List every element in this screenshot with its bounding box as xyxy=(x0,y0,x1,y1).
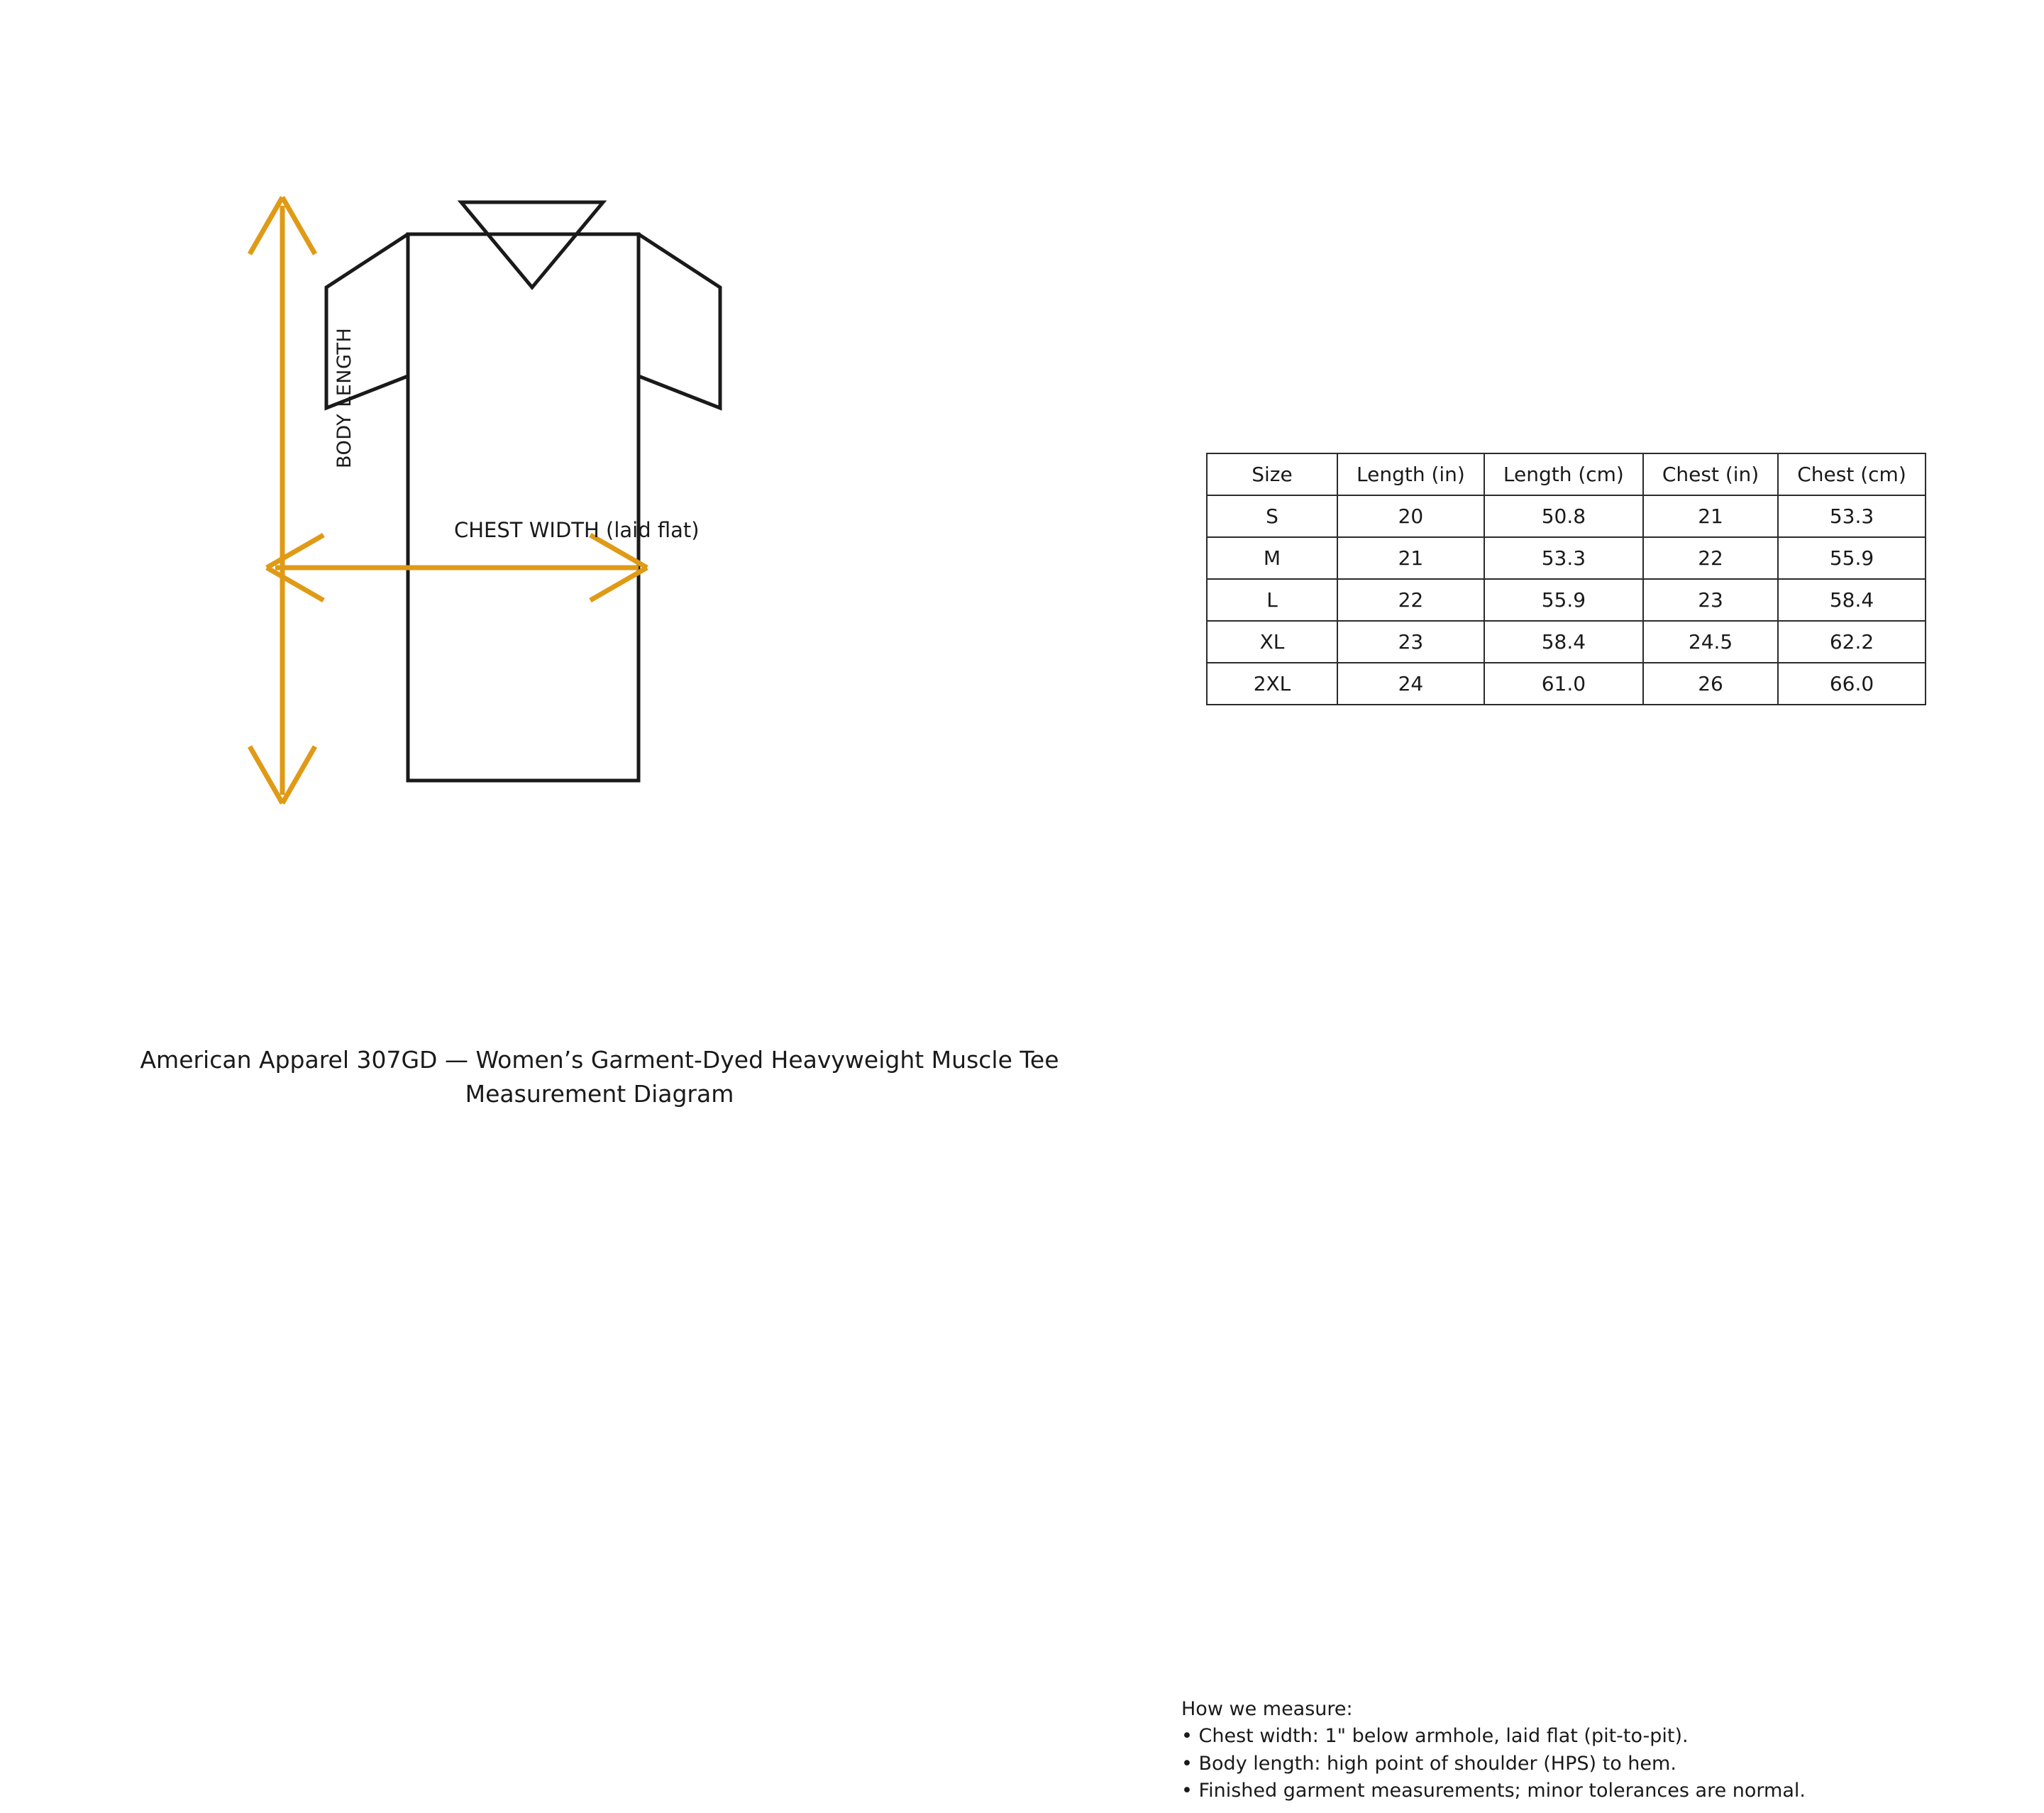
cell-size: S xyxy=(1207,495,1337,537)
garment-right-sleeve xyxy=(639,234,720,408)
size-measurement-table xyxy=(1206,453,1926,705)
column-header-chest-in: Chest (in) xyxy=(1643,453,1778,495)
table-header-row xyxy=(1207,453,1926,495)
cell-chest-cm: 62.2 xyxy=(1778,621,1926,663)
table-row xyxy=(1207,537,1926,579)
cell-chest-in: 24.5 xyxy=(1643,621,1778,663)
table-row xyxy=(1207,621,1926,663)
caption-line-2: Measurement Diagram xyxy=(465,1079,734,1108)
cell-chest-cm: 53.3 xyxy=(1778,495,1926,537)
caption-line-1: American Apparel 307GD — Women’s Garment-Dyed Heavyweight Muscle Tee xyxy=(140,1046,1059,1074)
cell-length-cm: 55.9 xyxy=(1484,579,1643,621)
cell-size: XL xyxy=(1207,621,1337,663)
table-row xyxy=(1207,663,1926,705)
cell-length-in: 20 xyxy=(1337,495,1484,537)
cell-size: M xyxy=(1207,537,1337,579)
chest-width-label: CHEST WIDTH (laid flat) xyxy=(454,518,700,542)
cell-chest-in: 21 xyxy=(1643,495,1778,537)
note-chest-width: • Chest width: 1" below armhole, laid flat (pit-to-pit). xyxy=(1181,1725,1689,1748)
measurement-notes xyxy=(1181,1696,1806,1804)
table-row xyxy=(1207,579,1926,621)
column-header-length-in: Length (in) xyxy=(1337,453,1484,495)
cell-length-cm: 61.0 xyxy=(1484,663,1643,705)
cell-chest-cm: 58.4 xyxy=(1778,579,1926,621)
cell-chest-cm: 66.0 xyxy=(1778,663,1926,705)
cell-length-in: 21 xyxy=(1337,537,1484,579)
garment-neckline xyxy=(461,202,603,287)
cell-chest-in: 23 xyxy=(1643,579,1778,621)
cell-chest-cm: 55.9 xyxy=(1778,537,1926,579)
notes-title: How we measure: xyxy=(1181,1698,1353,1720)
cell-length-cm: 50.8 xyxy=(1484,495,1643,537)
column-header-size: Size xyxy=(1207,453,1337,495)
table-row xyxy=(1207,495,1926,537)
cell-length-cm: 53.3 xyxy=(1484,537,1643,579)
column-header-chest-cm: Chest (cm) xyxy=(1778,453,1926,495)
note-tolerances: • Finished garment measurements; minor tolerances are normal. xyxy=(1181,1779,1806,1802)
diagram-caption xyxy=(0,1043,1199,1111)
cell-size: L xyxy=(1207,579,1337,621)
cell-length-in: 24 xyxy=(1337,663,1484,705)
garment-body-shape xyxy=(408,234,639,781)
cell-length-cm: 58.4 xyxy=(1484,621,1643,663)
cell-length-in: 22 xyxy=(1337,579,1484,621)
cell-chest-in: 26 xyxy=(1643,663,1778,705)
body-length-label: BODY LENGTH xyxy=(333,327,355,468)
cell-chest-in: 22 xyxy=(1643,537,1778,579)
cell-size: 2XL xyxy=(1207,663,1337,705)
note-body-length: • Body length: high point of shoulder (HPS) to hem. xyxy=(1181,1752,1676,1775)
column-header-length-cm: Length (cm) xyxy=(1484,453,1643,495)
cell-length-in: 23 xyxy=(1337,621,1484,663)
